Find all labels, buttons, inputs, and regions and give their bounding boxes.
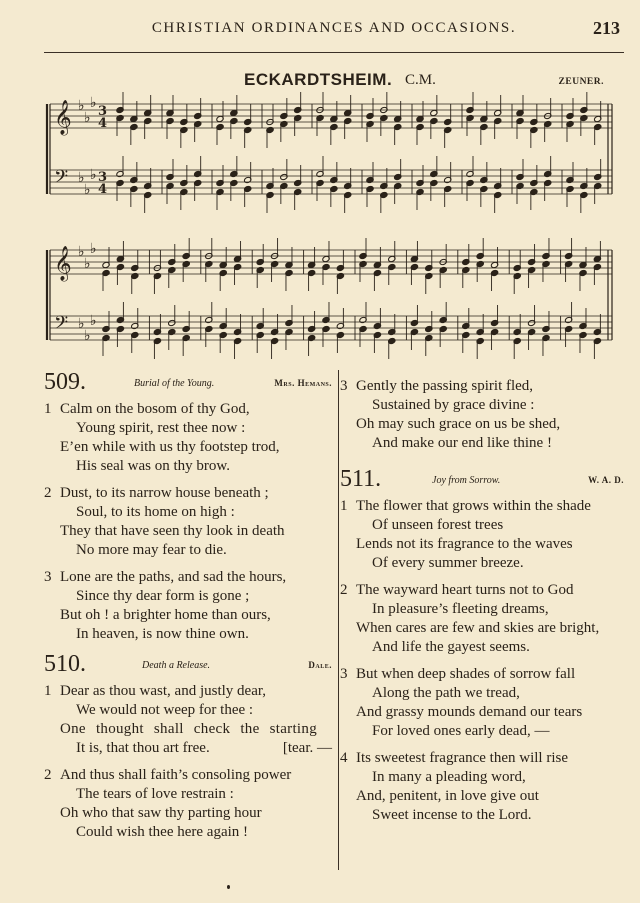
verse-text: And, penitent, in love give out bbox=[356, 788, 539, 804]
stanza bbox=[340, 665, 624, 741]
time-signature: 3 bbox=[98, 104, 108, 119]
stanza bbox=[340, 581, 624, 657]
hymn-author: Mrs. Hemans. bbox=[274, 378, 332, 388]
stanza bbox=[340, 377, 624, 453]
verse-text: Since thy dear form is gone ; bbox=[76, 588, 250, 604]
hymn-author: W. A. D. bbox=[588, 475, 624, 485]
verse-text: They that have seen thy look in death bbox=[60, 523, 285, 539]
verse-text: Sweet incense to the Lord. bbox=[372, 807, 532, 823]
stanza-number: 3 bbox=[340, 666, 348, 682]
verse-text: Sustained by grace divine : bbox=[372, 397, 535, 413]
verse-text: Of unseen forest trees bbox=[372, 517, 504, 533]
verse-line bbox=[44, 625, 332, 644]
verse-text: Gently the passing spirit fled, bbox=[356, 378, 534, 394]
verse-text: In many a pleading word, bbox=[372, 769, 526, 785]
hymn-subtitle: Joy from Sorrow. bbox=[432, 475, 501, 486]
hymn-number: 511. bbox=[340, 466, 382, 492]
verse-line bbox=[44, 484, 332, 503]
verse-text: Its sweetest fragrance then will rise bbox=[356, 750, 568, 766]
stanza-number: 1 bbox=[44, 401, 52, 417]
verse-text: Lone are the paths, and sad the hours, bbox=[60, 569, 287, 585]
verse-text: When cares are few and skies are bright, bbox=[356, 620, 600, 636]
tune-name: ECKARDTSHEIM. bbox=[244, 70, 393, 89]
verse-line bbox=[44, 503, 332, 522]
hymn-510-continued bbox=[340, 377, 624, 833]
flat-sign: ♭ bbox=[84, 256, 91, 272]
verse-text: The wayward heart turns not to God bbox=[356, 582, 574, 598]
hymn-number: 510. bbox=[44, 651, 86, 677]
tune-meter: C.M. bbox=[405, 72, 436, 88]
verse-line bbox=[44, 823, 332, 842]
verse-line bbox=[340, 768, 624, 787]
verse-line bbox=[340, 497, 624, 516]
verse-line bbox=[44, 739, 332, 758]
verse-line bbox=[340, 787, 624, 806]
verse-text: And make our end like thine ! bbox=[372, 435, 552, 451]
hymn-509 bbox=[44, 370, 332, 850]
verse-text: Lends not its fragrance to the waves bbox=[356, 536, 573, 552]
flat-sign: ♭ bbox=[90, 95, 97, 111]
verse-text: For loved ones early dead, — bbox=[372, 723, 550, 739]
verse-line bbox=[340, 638, 624, 657]
stanza bbox=[44, 766, 332, 842]
flat-sign: ♭ bbox=[90, 241, 97, 257]
hymn-heading bbox=[44, 652, 332, 682]
hymn-author: Dale. bbox=[308, 660, 332, 670]
verse-line bbox=[340, 749, 624, 768]
verse-line bbox=[340, 581, 624, 600]
tune-composer: ZEUNER. bbox=[558, 77, 604, 87]
verse-text: Young spirit, rest thee now : bbox=[76, 420, 246, 436]
verse-text: The tears of love restrain : bbox=[76, 786, 234, 802]
stanza-number: 4 bbox=[340, 750, 348, 766]
verse-line bbox=[340, 722, 624, 741]
verse-text: Of every summer breeze. bbox=[372, 555, 524, 571]
verse-line bbox=[340, 806, 624, 825]
verse-line bbox=[340, 554, 624, 573]
verse-line bbox=[44, 766, 332, 785]
verse-line bbox=[44, 587, 332, 606]
stanza-number: 2 bbox=[44, 767, 52, 783]
stanza-number: 3 bbox=[44, 569, 52, 585]
verse-text: But when deep shades of sorrow fall bbox=[356, 666, 576, 682]
flat-sign: ♭ bbox=[78, 170, 85, 186]
verse-text: And grassy mounds demand our tears bbox=[356, 704, 583, 720]
verse-line bbox=[44, 522, 332, 541]
verse-line bbox=[340, 619, 624, 638]
verse-line bbox=[340, 535, 624, 554]
verse-line bbox=[44, 720, 332, 739]
flat-sign: ♭ bbox=[90, 167, 97, 183]
verse-text: In pleasure’s fleeting dreams, bbox=[372, 601, 549, 617]
flat-sign: ♭ bbox=[84, 328, 91, 344]
verse-turnover: [tear. — bbox=[282, 740, 332, 756]
bass-clef: 𝄢 bbox=[54, 167, 69, 192]
verse-line bbox=[340, 703, 624, 722]
verse-text: We would not weep for thee : bbox=[76, 702, 254, 718]
stanza bbox=[340, 749, 624, 825]
treble-clef: 𝄞 bbox=[54, 100, 72, 135]
column-divider bbox=[338, 370, 339, 870]
verse-text: And life the gayest seems. bbox=[372, 639, 530, 655]
hymn-number: 509. bbox=[44, 369, 86, 395]
stanza bbox=[44, 484, 332, 560]
bass-clef: 𝄢 bbox=[54, 313, 69, 338]
treble-clef: 𝄞 bbox=[54, 246, 72, 281]
verse-line bbox=[340, 665, 624, 684]
print-speck bbox=[227, 885, 230, 889]
hymn-subtitle: Death a Release. bbox=[142, 660, 211, 671]
verse-line bbox=[44, 785, 332, 804]
verse-text: The flower that grows within the shade bbox=[356, 498, 591, 514]
verse-text: And thus shall faith’s consoling power bbox=[60, 767, 292, 783]
verse-line bbox=[44, 568, 332, 587]
verse-text: His seal was on thy brow. bbox=[76, 458, 231, 474]
verse-text: E’en while with us thy footstep trod, bbox=[60, 439, 280, 455]
stanza-number: 3 bbox=[340, 378, 348, 394]
verse-line bbox=[44, 400, 332, 419]
flat-sign: ♭ bbox=[78, 316, 85, 332]
page-number: 213 bbox=[593, 18, 620, 38]
verse-text: Along the path we tread, bbox=[372, 685, 520, 701]
verse-line bbox=[44, 438, 332, 457]
flat-sign: ♭ bbox=[84, 110, 91, 126]
verse-line bbox=[44, 419, 332, 438]
hymn-heading bbox=[44, 370, 332, 400]
verse-line bbox=[44, 606, 332, 625]
verse-line bbox=[44, 682, 332, 701]
verse-line bbox=[340, 396, 624, 415]
stanza-number: 2 bbox=[44, 485, 52, 501]
verse-line bbox=[340, 415, 624, 434]
verse-line bbox=[44, 701, 332, 720]
verse-text: In heaven, is now thine own. bbox=[76, 626, 249, 642]
hymn-heading bbox=[340, 467, 624, 497]
stanza bbox=[44, 400, 332, 476]
time-signature: 4 bbox=[98, 116, 108, 131]
verse-line bbox=[44, 804, 332, 823]
verse-text: Soul, to its home on high : bbox=[76, 504, 235, 520]
flat-sign: ♭ bbox=[78, 244, 85, 260]
verse-text: Oh who that saw thy parting hour bbox=[60, 805, 262, 821]
verse-text: But oh ! a brighter home than ours, bbox=[60, 607, 271, 623]
stanza-number: 1 bbox=[340, 498, 348, 514]
hymn-subtitle: Burial of the Young. bbox=[134, 378, 215, 389]
flat-sign: ♭ bbox=[84, 182, 91, 198]
stanza-number: 1 bbox=[44, 683, 52, 699]
verse-line bbox=[340, 684, 624, 703]
verse-text: One thought shall check the starting bbox=[60, 721, 317, 737]
verse-text: Dust, to its narrow house beneath ; bbox=[60, 485, 269, 501]
verse-text: Could wish thee here again ! bbox=[76, 824, 249, 840]
stanza-number: 2 bbox=[340, 582, 348, 598]
stanza bbox=[340, 497, 624, 573]
verse-text: Oh may such grace on us be shed, bbox=[356, 416, 561, 432]
time-signature: 4 bbox=[98, 182, 108, 197]
music-score bbox=[0, 0, 640, 360]
stanza bbox=[44, 568, 332, 644]
time-signature: 3 bbox=[98, 170, 108, 185]
verse-line bbox=[340, 516, 624, 535]
flat-sign: ♭ bbox=[90, 313, 97, 329]
verse-line bbox=[340, 434, 624, 453]
verse-text: Calm on the bosom of thy God, bbox=[60, 401, 250, 417]
verse-text: Dear as thou wast, and justly dear, bbox=[60, 683, 267, 699]
verse-text: No more may fear to die. bbox=[76, 542, 227, 558]
verse-line bbox=[44, 457, 332, 476]
verse-text: It is, that thou art free. bbox=[76, 740, 210, 756]
stanza bbox=[44, 682, 332, 758]
running-title: CHRISTIAN ORDINANCES AND OCCASIONS. bbox=[151, 20, 517, 36]
verse-line bbox=[340, 600, 624, 619]
verse-line bbox=[340, 377, 624, 396]
flat-sign: ♭ bbox=[78, 98, 85, 114]
verse-line bbox=[44, 541, 332, 560]
